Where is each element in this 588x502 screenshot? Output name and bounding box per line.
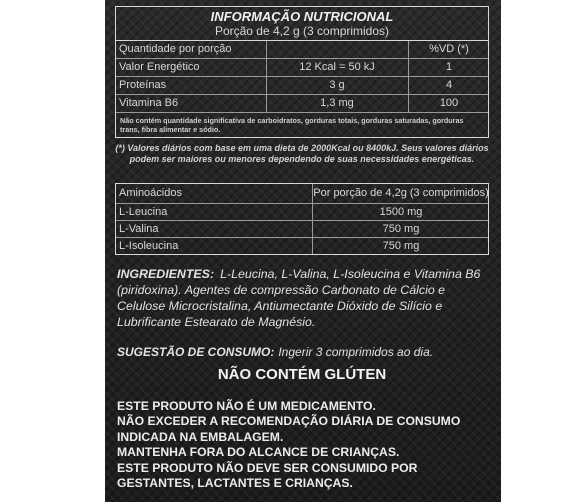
nutrition-facts-table <box>115 6 489 138</box>
nutrition-portion: Porção de 4,2 g (3 comprimidos) <box>214 24 390 38</box>
warning-line: NÃO EXCEDER A RECOMENDAÇÃO DIÁRIA DE CONSUMO <box>117 414 461 429</box>
column-header-amount <box>266 41 408 58</box>
nutrient-amount: 3 g <box>329 79 345 91</box>
warning-line: ESTE PRODUTO NÃO É UM MEDICAMENTO. <box>117 399 376 413</box>
usage-text: Ingerir 3 comprimidos ao dia. <box>278 345 434 359</box>
nutrient-daily-value: 100 <box>439 97 459 109</box>
nutrition-footnote: Não contém quantidade significativa de carboidratos, gorduras totais, gorduras saturadas, gorduras trans, fibra alimentar e sódio. <box>120 116 464 134</box>
warning-line: INDICADA NA EMBALAGEM. <box>117 429 284 444</box>
warning-line: GESTANTES, LACTANTES E CRIANÇAS. <box>117 476 353 491</box>
nutrition-table-header <box>116 7 488 41</box>
column-divider <box>266 41 267 113</box>
ingredients-label: INGREDIENTES: <box>117 267 215 281</box>
amino-amount: 1500 mg <box>379 206 423 218</box>
nutrition-row-protein <box>116 77 488 95</box>
ingredients-section <box>117 266 489 330</box>
nutrient-daily-value: 4 <box>445 79 453 91</box>
nutrition-row-energy <box>116 59 488 77</box>
warning-line: MANTENHA FORA DO ALCANCE DE CRIANÇAS. <box>117 445 400 460</box>
ingredients-text: L-Leucina, L-Valina, L-Isoleucina e Vitamina B6 (piridoxina). Agentes de compressão Carbonato de Cálcio e Celulose Microcristalina, Antiumectante Dióxido de Silício e Lubrificante Estearato de Magnésio. <box>117 267 481 329</box>
amino-row-valine <box>116 221 488 238</box>
amino-name: L-Leucina <box>119 206 168 218</box>
nutrition-row-vitamin-b6 <box>116 95 488 113</box>
column-header-amino: Aminoácidos <box>119 187 182 199</box>
amino-acids-table <box>115 183 489 255</box>
column-divider <box>408 41 409 113</box>
column-header-daily-value: %VD (*) <box>429 43 469 55</box>
amino-amount: 750 mg <box>382 223 420 235</box>
gluten-free-notice: NÃO CONTÉM GLÚTEN <box>217 366 387 383</box>
amino-header-row <box>116 184 488 204</box>
nutrition-column-header-row <box>116 41 488 59</box>
amino-row-leucine <box>116 204 488 221</box>
amino-name: L-Isoleucina <box>119 240 179 252</box>
nutrient-amount: 1,3 mg <box>320 97 354 109</box>
nutrient-name: Vitamina B6 <box>119 97 179 109</box>
column-header-quantity: Quantidade por porção <box>119 43 232 55</box>
nutrient-amount: 12 Kcal = 50 kJ <box>299 61 375 73</box>
product-label-panel <box>105 0 501 502</box>
nutrition-title: INFORMAÇÃO NUTRICIONAL <box>210 9 394 24</box>
usage-label: SUGESTÃO DE CONSUMO: <box>117 345 275 359</box>
amino-name: L-Valina <box>119 223 159 235</box>
nutrient-name: Valor Energético <box>119 61 200 73</box>
nutrient-name: Proteínas <box>119 79 167 91</box>
column-header-per-portion: Por porção de 4,2g (3 comprimidos) <box>313 187 489 199</box>
amino-amount: 750 mg <box>382 240 420 252</box>
nutrient-daily-value: 1 <box>445 61 453 73</box>
usage-suggestion <box>117 345 489 360</box>
warnings-block <box>117 399 497 491</box>
daily-value-note: (*) Valores diários com base em uma dieta de 2000Kcal ou 8400kJ. Seus valores diários podem ser maiores ou menores dependendo de suas necessidades energéticas. <box>115 143 489 164</box>
warning-line: ESTE PRODUTO NÃO DEVE SER CONSUMIDO POR <box>117 460 418 475</box>
amino-row-isoleucine <box>116 238 488 255</box>
